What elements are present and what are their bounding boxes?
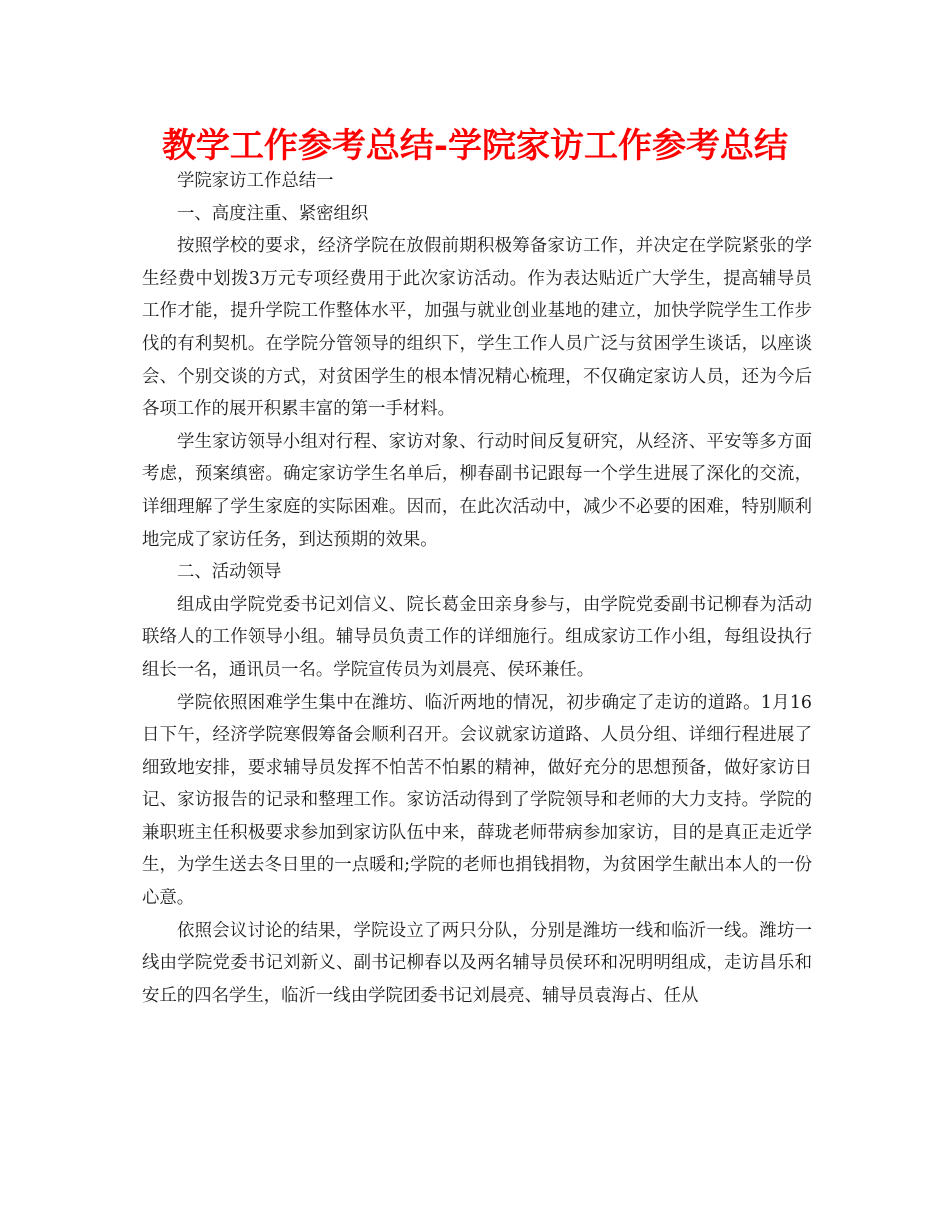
paragraph: 学院依照困难学生集中在潍坊、临沂两地的情况，初步确定了走访的道路。1月16日下午，经济学院寒假筹备会顺利召开。会议就家访道路、人员分组、详细行程进展了细致地安排，要求辅导员发挥不怕苦不怕累的精神，做好充分的思想预备，做好家访日记、家访报告的记录和整理工作。家访活动得到了学院领导和老师的大力支持。学院的兼职班主任积极要求参加到家访队伍中来，薛珑老师带病参加家访，目的是真正走近学生，为学生送去冬日里的一点暖和;学院的老师也捐钱捐物，为贫困学生献出本人的一份心意。 xyxy=(142,692,812,909)
document-subtitle: 学院家访工作总结一 xyxy=(177,171,334,191)
document-title: 教学工作参考总结-学院家访工作参考总结 xyxy=(161,126,789,166)
paragraph: 组成由学院党委书记刘信义、院长葛金田亲身参与，由学院党委副书记柳春为活动联络人的工作领导小组。辅导员负责工作的详细施行。组成家访工作小组，每组设执行组长一名，通讯员一名。学院宣传员为刘晨亮、侯环兼任。 xyxy=(142,594,812,680)
paragraph: 学生家访领导小组对行程、家访对象、行动时间反复研究，从经济、平安等多方面考虑，预案缜密。确定家访学生名单后，柳春副书记跟每一个学生进展了深化的交流，详细理解了学生家庭的实际困难。因而，在此次活动中，减少不必要的困难，特别顺利地完成了家访任务，到达预期的效果。 xyxy=(142,431,812,550)
document-body xyxy=(142,165,812,1012)
section-heading-1: 一、高度注重、紧密组织 xyxy=(177,203,369,224)
paragraph: 依照会议讨论的结果，学院设立了两只分队，分别是潍坊一线和临沂一线。潍坊一线由学院党委书记刘新义、副书记柳春以及两名辅导员侯环和况明明组成，走访昌乐和安丘的四名学生，临沂一线由学院团委书记刘晨亮、辅导员袁海占、任从 xyxy=(142,920,812,1006)
paragraph: 按照学校的要求，经济学院在放假前期积极筹备家访工作，并决定在学院紧张的学生经费中划拨3万元专项经费用于此次家访活动。作为表达贴近广大学生，提高辅导员工作才能，提升学院工作整体水平，加强与就业创业基地的建立，加快学院学生工作步伐的有利契机。在学院分管领导的组织下，学生工作人员广泛与贫困学生谈话，以座谈会、个别交谈的方式，对贫困学生的根本情况精心梳理，不仅确定家访人员，还为今后各项工作的展开积累丰富的第一手材料。 xyxy=(142,236,812,420)
section-heading-2: 二、活动领导 xyxy=(177,562,282,583)
